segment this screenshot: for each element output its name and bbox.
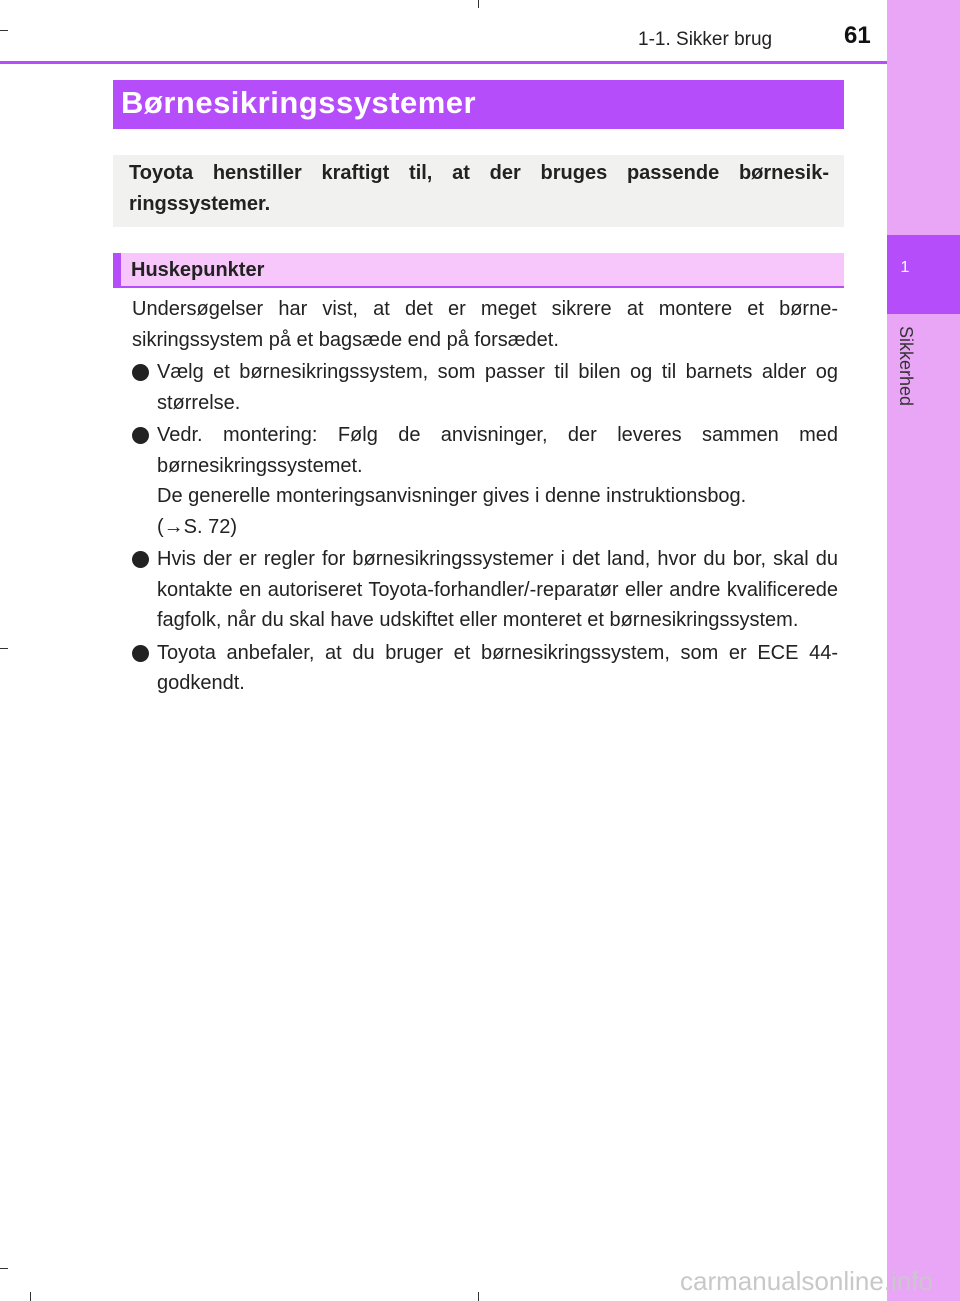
header-rule — [0, 61, 887, 64]
bullet-text: Vedr. montering: Følg de anvisninger, der leveres sammen med børnesikringssystemet. — [157, 424, 838, 477]
bullet-extra: De generelle monteringsanvisninger gives i denne instruktionsbog. — [157, 485, 747, 507]
bullet-icon — [132, 645, 149, 662]
page-reference-link[interactable]: (→S. 72) — [157, 515, 238, 538]
subhead-bar — [113, 253, 844, 288]
page-number: 61 — [844, 22, 871, 49]
bullet-item — [132, 357, 838, 418]
chapter-sidebar — [887, 0, 960, 1301]
body-content — [132, 294, 838, 699]
body-paragraph: Undersøgelser har vist, at det er meget sikrere at montere et børne-sikringssystem på et bagsæde end på forsædet. — [132, 298, 838, 351]
bullet-item — [132, 420, 838, 542]
crop-mark — [30, 1292, 31, 1301]
chapter-label: Sikkerhed — [896, 326, 916, 407]
bullet-item — [132, 544, 838, 636]
intro-box — [113, 155, 844, 227]
bullet-text: Hvis der er regler for børnesikringssystemer i det land, hvor du bor, skal du kontakte en autoriseret Toyota-forhandler/-reparatør eller andre kvalificerede fagfolk, når du skal have udskiftet eller monteret et børnesikringssystem. — [157, 548, 838, 631]
bullet-item — [132, 638, 838, 699]
page-title: Børnesikringssystemer — [121, 85, 477, 120]
crop-mark — [478, 0, 479, 8]
crop-mark — [0, 1268, 8, 1269]
intro-text: Toyota henstiller kraftigt til, at der bruges passende børnesik-ringssystemer. — [129, 162, 829, 215]
crop-mark — [478, 1292, 479, 1301]
crop-mark — [0, 648, 8, 649]
bullet-text: Vælg et børnesikringssystem, som passer til bilen og til barnets alder og størrelse. — [157, 361, 838, 414]
watermark: carmanualsonline.info — [680, 1266, 933, 1296]
title-bar — [113, 80, 844, 129]
bullet-icon — [132, 427, 149, 444]
chapter-number: 1 — [900, 259, 910, 276]
bullet-icon — [132, 364, 149, 381]
crop-mark — [0, 30, 8, 31]
subhead-title: Huskepunkter — [131, 259, 265, 281]
bullet-text: Toyota anbefaler, at du bruger et børnesikringssystem, som er ECE 44-godkendt. — [157, 641, 838, 694]
chapter-tab[interactable] — [887, 235, 960, 314]
section-heading: 1-1. Sikker brug — [638, 29, 773, 50]
bullet-icon — [132, 551, 149, 568]
